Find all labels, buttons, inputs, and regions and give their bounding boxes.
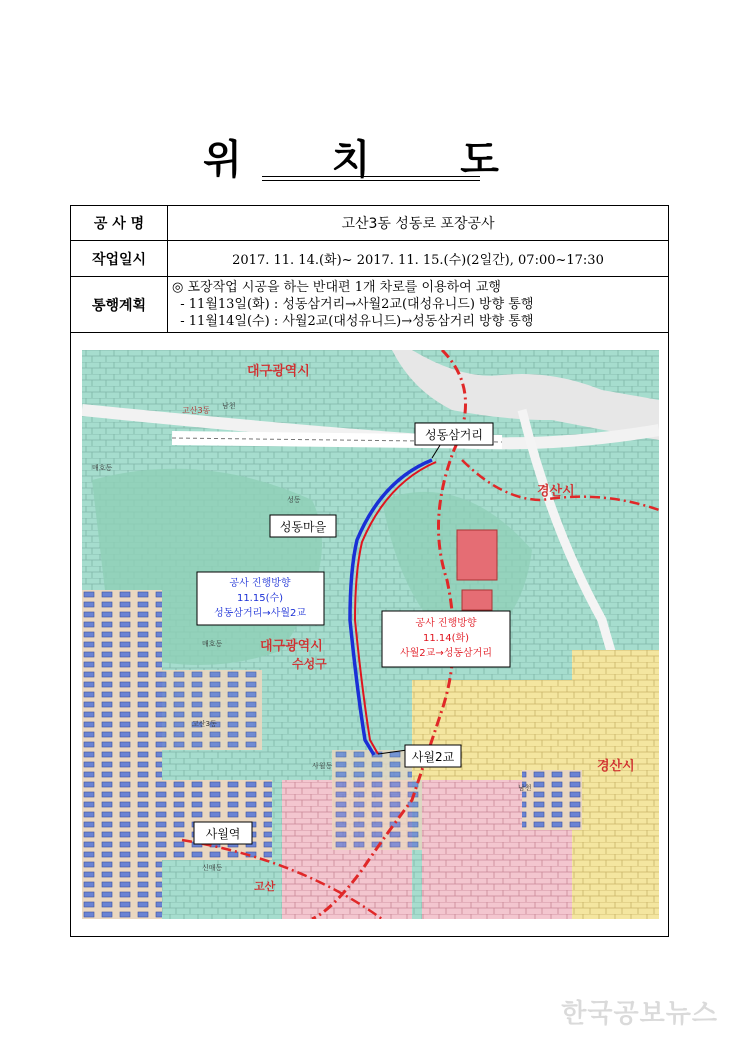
small-label: 매호동 — [202, 640, 223, 648]
small-label: 고산3동 — [192, 720, 217, 728]
factory-block — [457, 530, 497, 580]
ward-label: 수성구 — [292, 657, 327, 671]
district-label-top: 대구광역시 — [247, 364, 310, 379]
small-label: 성동 — [287, 496, 301, 504]
small-label: 사월동 — [312, 762, 333, 770]
red-box-line: 공사 진행방향 — [415, 618, 477, 629]
blue-box-line: 성동삼거리→사월2교 — [213, 608, 307, 619]
title-underline-2 — [262, 180, 480, 181]
district-label-mid: 대구광역시 — [260, 639, 323, 654]
small-label: 고산 — [254, 880, 276, 893]
small-label: 매호동 — [92, 464, 113, 472]
callout-seongdong-village: 성동마을 — [279, 520, 327, 534]
dong-label: 고산3동 — [182, 406, 211, 415]
callout-seongdong-junction: 성동삼거리 — [425, 428, 483, 442]
city-label-top: 경산시 — [537, 484, 575, 499]
red-box-line: 사월2교→성동삼거리 — [399, 648, 493, 659]
datetime-label: 작업일시 — [71, 241, 168, 277]
blue-box-line: 공사 진행방향 — [229, 578, 291, 589]
callout-sawol-bridge: 사월2교 — [411, 750, 455, 764]
small-label: 남천 — [222, 402, 236, 410]
location-map — [82, 350, 659, 919]
red-box-line: 11.14(화) — [422, 633, 470, 644]
traffic-line: - 11월13일(화) : 성동삼거리→사월2교(대성유니드) 방향 통행 — [172, 297, 534, 312]
title-underline — [262, 176, 480, 177]
callout-sawol-station: 사월역 — [205, 827, 241, 841]
apartment-area — [162, 670, 262, 750]
traffic-plan — [168, 277, 669, 333]
page-title: 위 치 도 — [203, 137, 537, 183]
traffic-line: - 11월14일(수) : 사월2교(대성유니드)→성동삼거리 방향 통행 — [172, 314, 534, 329]
info-table — [70, 205, 669, 333]
yellow-block-area — [572, 650, 659, 919]
traffic-line: ◎ 포장작업 시공을 하는 반대편 1개 차로를 이용하여 교행 — [172, 280, 501, 295]
watermark: 한국공보뉴스 — [561, 999, 718, 1029]
small-label: 남천 — [518, 784, 532, 792]
factory-block — [462, 590, 492, 610]
project-label: 공 사 명 — [71, 206, 168, 241]
traffic-label: 통행계획 — [71, 277, 168, 333]
project-value: 고산3동 성동로 포장공사 — [168, 206, 669, 241]
city-label-bottom: 경산시 — [597, 759, 635, 774]
apartment-area — [82, 590, 162, 919]
blue-box-line: 11.15(수) — [236, 593, 284, 604]
apartment-area — [522, 770, 582, 830]
datetime-value: 2017. 11. 14.(화)~ 2017. 11. 15.(수)(2일간), 07:00~17:30 — [168, 241, 669, 277]
small-label: 신매동 — [202, 864, 223, 872]
